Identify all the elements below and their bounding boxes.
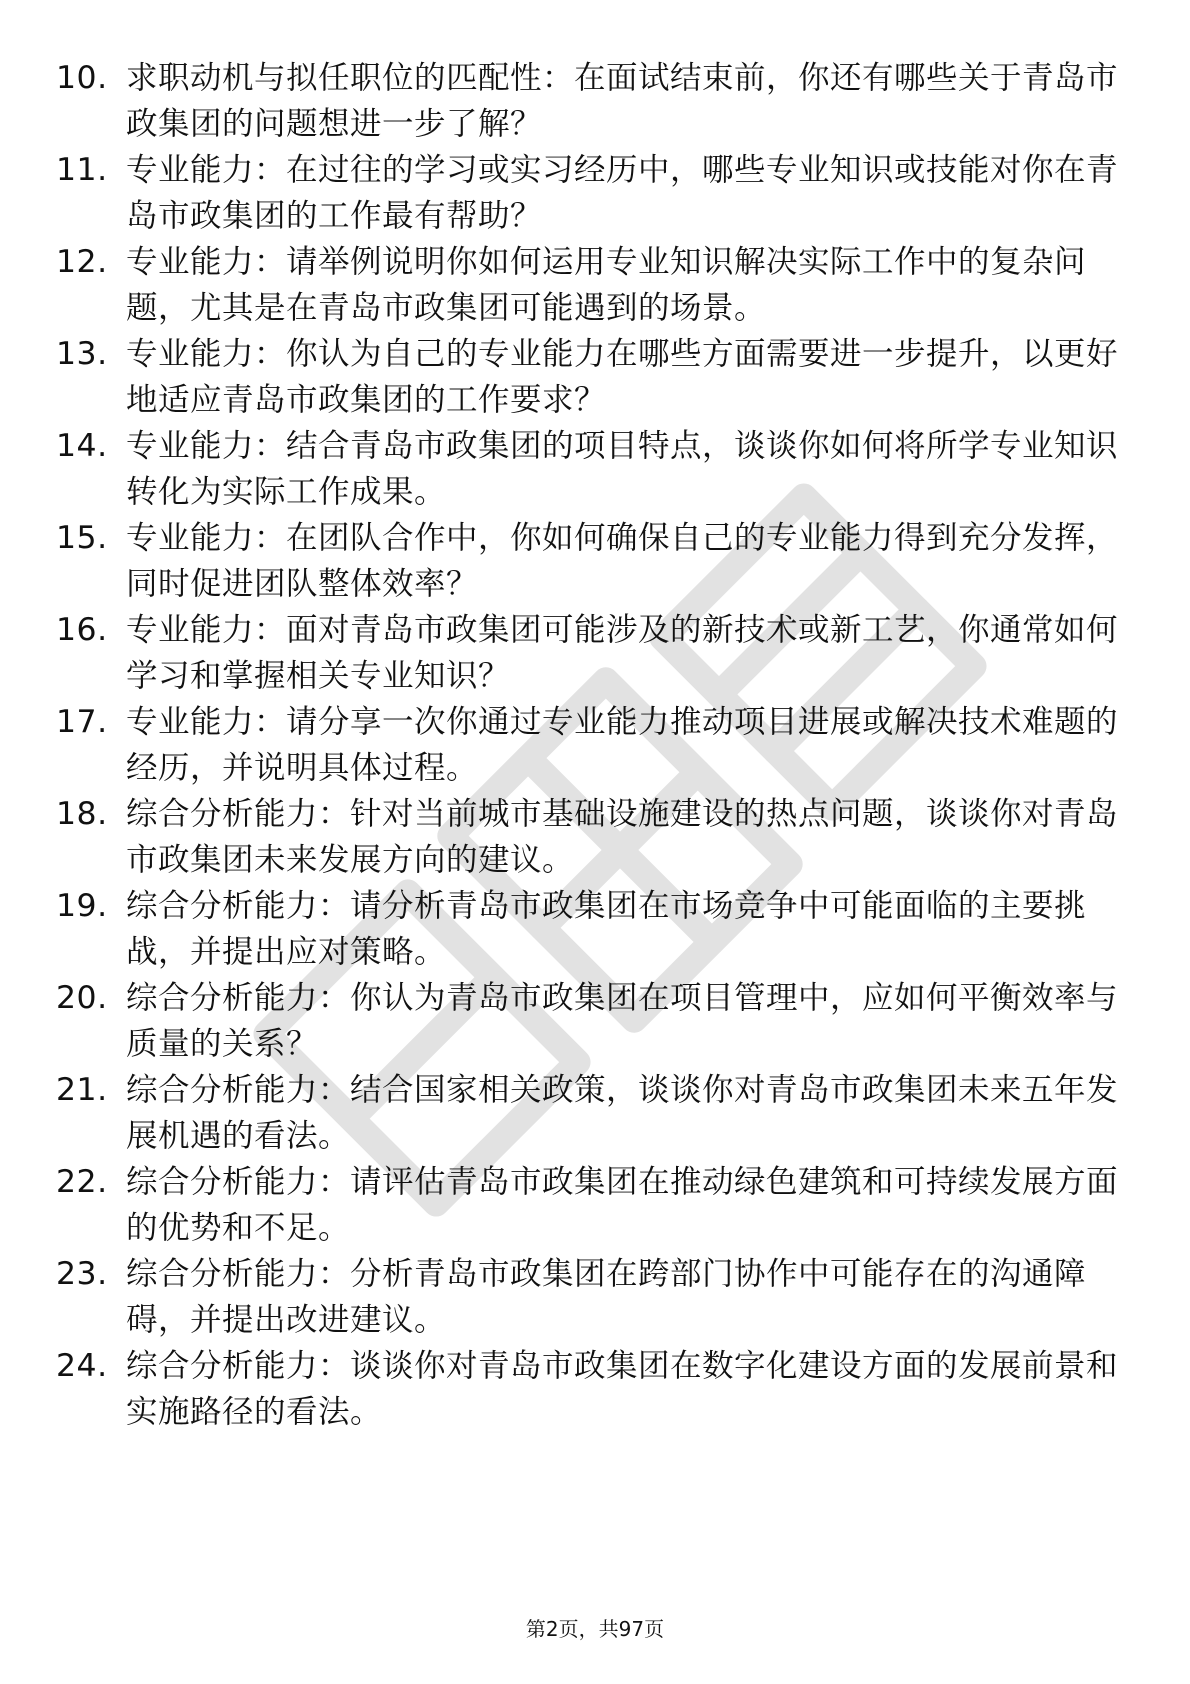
question-number: 19. xyxy=(56,888,108,924)
question-text: 综合分析能力：针对当前城市基础设施建设的热点问题，谈谈你对青岛市政集团未来发展方向的建议。 xyxy=(126,796,1119,878)
question-number: 23. xyxy=(56,1256,108,1292)
question-item xyxy=(56,423,1136,515)
question-item xyxy=(56,331,1136,423)
question-item xyxy=(56,1343,1136,1435)
question-item xyxy=(56,1067,1136,1159)
question-number: 18. xyxy=(56,796,108,832)
question-number: 24. xyxy=(56,1348,108,1384)
question-text: 综合分析能力：你认为青岛市政集团在项目管理中，应如何平衡效率与质量的关系？ xyxy=(126,980,1119,1062)
question-text: 专业能力：面对青岛市政集团可能涉及的新技术或新工艺，你通常如何学习和掌握相关专业知识？ xyxy=(126,612,1119,694)
question-text: 专业能力：在过往的学习或实习经历中，哪些专业知识或技能对你在青岛市政集团的工作最有帮助？ xyxy=(126,152,1119,234)
question-number: 22. xyxy=(56,1164,108,1200)
question-item xyxy=(56,147,1136,239)
question-number: 11. xyxy=(56,152,108,188)
question-number: 16. xyxy=(56,612,108,648)
question-list xyxy=(56,55,1136,1435)
question-item xyxy=(56,515,1136,607)
question-number: 17. xyxy=(56,704,108,740)
question-item xyxy=(56,883,1136,975)
question-item xyxy=(56,1159,1136,1251)
question-text: 专业能力：在团队合作中，你如何确保自己的专业能力得到充分发挥，同时促进团队整体效率？ xyxy=(126,520,1119,602)
question-text: 专业能力：请分享一次你通过专业能力推动项目进展或解决技术难题的经历，并说明具体过程。 xyxy=(126,704,1119,786)
question-text: 综合分析能力：请分析青岛市政集团在市场竞争中可能面临的主要挑战，并提出应对策略。 xyxy=(126,888,1087,970)
question-number: 15. xyxy=(56,520,108,556)
question-number: 21. xyxy=(56,1072,108,1108)
question-item xyxy=(56,55,1136,147)
question-text: 专业能力：结合青岛市政集团的项目特点，谈谈你如何将所学专业知识转化为实际工作成果。 xyxy=(126,428,1119,510)
question-item xyxy=(56,1251,1136,1343)
question-text: 综合分析能力：请评估青岛市政集团在推动绿色建筑和可持续发展方面的优势和不足。 xyxy=(126,1164,1119,1246)
question-item xyxy=(56,791,1136,883)
question-number: 12. xyxy=(56,244,108,280)
page-footer: 第2页，共97页 xyxy=(525,1617,665,1641)
question-number: 10. xyxy=(56,60,108,96)
question-text: 求职动机与拟任职位的匹配性：在面试结束前，你还有哪些关于青岛市政集团的问题想进一步了解？ xyxy=(126,60,1119,142)
question-item xyxy=(56,975,1136,1067)
question-number: 20. xyxy=(56,980,108,1016)
question-number: 14. xyxy=(56,428,108,464)
question-number: 13. xyxy=(56,336,108,372)
question-text: 综合分析能力：谈谈你对青岛市政集团在数字化建设方面的发展前景和实施路径的看法。 xyxy=(126,1348,1119,1430)
question-text: 专业能力：请举例说明你如何运用专业知识解决实际工作中的复杂问题，尤其是在青岛市政集团可能遇到的场景。 xyxy=(126,244,1087,326)
question-item xyxy=(56,607,1136,699)
question-text: 综合分析能力：结合国家相关政策，谈谈你对青岛市政集团未来五年发展机遇的看法。 xyxy=(126,1072,1119,1154)
question-text: 综合分析能力：分析青岛市政集团在跨部门协作中可能存在的沟通障碍，并提出改进建议。 xyxy=(126,1256,1087,1338)
question-text: 专业能力：你认为自己的专业能力在哪些方面需要进一步提升，以更好地适应青岛市政集团的工作要求？ xyxy=(126,336,1119,418)
question-item xyxy=(56,239,1136,331)
question-item xyxy=(56,699,1136,791)
